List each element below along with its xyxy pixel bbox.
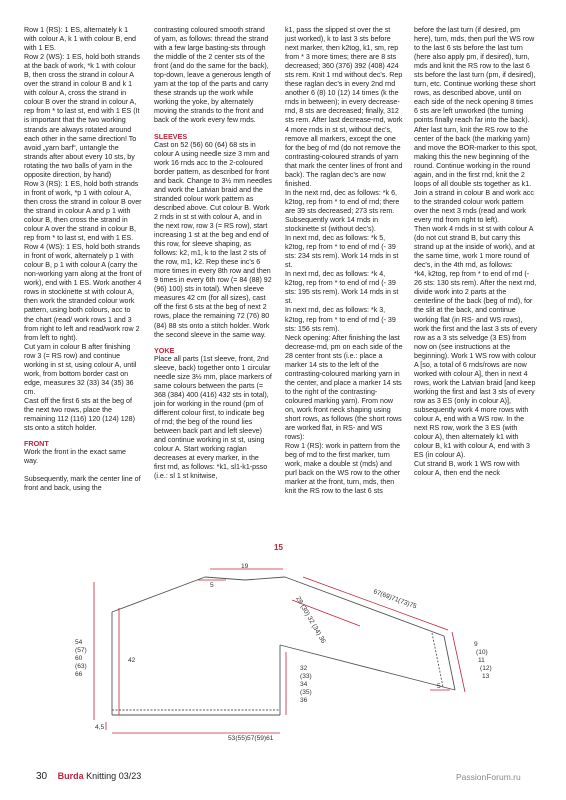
label-raglan-left: 28 (30) 32 (34) 36 bbox=[294, 595, 327, 645]
label-body-height bbox=[75, 639, 87, 678]
svg-text:(35): (35) bbox=[300, 689, 312, 696]
column-3 bbox=[285, 26, 403, 496]
paragraph: Subsequently work 14 rnds in stockinette st (without dec's). bbox=[285, 215, 381, 234]
svg-text:60: 60 bbox=[75, 655, 83, 662]
magazine-issue: Knitting 03/23 bbox=[86, 771, 142, 781]
watermark: PassionForum.ru bbox=[456, 772, 521, 782]
schematic-diagram bbox=[0, 550, 566, 765]
svg-text:11: 11 bbox=[478, 657, 485, 664]
svg-text:32: 32 bbox=[300, 665, 308, 672]
paragraph: Row 4 (WS): 1 ES, hold both strands in front of work, alternately p 1 with colour B, p 1 with colour A (carry the non-working yarn along at the front of work), end with 1 ES. Work another 4 rows in stockinette st with colour A, then work the stranded colour work pattern, using both colours, acc to the chart (read/ work rows 1 and 3 from right to left and read/work row 2 from left to right). bbox=[24, 243, 144, 342]
paragraph: Neck opening: After finishing the last decrease-rnd, pm on each side of the 28 center front sts (i.e.: place a marker 14 sts to the left of the contrasting-coloured marking yarn in the center, and place a marker 14 sts to the right of the contrasting-coloured marking yarn). From now on, work front neck shaping using short rows, as follows (the short rows are worked flat, in RS- and WS rows): bbox=[285, 333, 405, 442]
section-heading-yoke: YOKE bbox=[154, 345, 175, 355]
svg-text:(10): (10) bbox=[476, 649, 488, 656]
paragraph: Subsequently, mark the center line of front and back, using the bbox=[24, 475, 143, 493]
label-raglan-right: 67(69)71(73)75 bbox=[372, 588, 418, 611]
svg-text:(12): (12) bbox=[480, 665, 492, 672]
label-cuff-width bbox=[474, 641, 492, 680]
label-hem-depth: 4,5 bbox=[95, 724, 105, 731]
paragraph: Row 1 (RS): work in pattern from the beg of rnd to the first marker, turn work, make a double st (mds) and purl back on the WS row to the other marker at the front, turn, mds, then knit the RS row to the last 6 sts bbox=[285, 442, 403, 496]
label-cuff-depth: 5 bbox=[437, 683, 441, 690]
svg-text:9: 9 bbox=[474, 641, 478, 648]
paragraph: In next rnd, dec as follows: *k 3, k2tog, rep from * to end of rnd (- 39 sts: 156 sts rem). bbox=[285, 306, 398, 333]
sleeve-cuff bbox=[444, 636, 455, 690]
paragraph: In next rnd, dec as follows: *k 4, k2tog, rep from * to end of rnd (- 39 sts: 195 sts rem). Work 14 rnds in st st. bbox=[285, 270, 401, 306]
svg-text:34: 34 bbox=[300, 681, 308, 688]
pattern-marker: 15 bbox=[274, 543, 283, 552]
paragraph: *k4, k2tog, rep from * to end of rnd (- 26 sts: 130 sts rem). After the next rnd, divide work into 2 parts at the centerline of the back (beg of rnd), for the slit at the back, and continue working flat (in RS- and WS rows), work the first and the last 3 sts of every row as a 3 sts selvedge (3 ES) from now on (see instructions at the beginning). Work 1 WS row with colour A [so, a total of 6 rnds/rows are now worked with colour A], then in next 4 rows, work the Latvian braid [and keep working the first and last 3 sts of every row as 3 ES (only in colour A)], subsequently work 4 more rows with colour A, end with a WS row. In the next RS row, work the 3 ES (with colour A), then alternately k1 with colour B, k1 with colour A, end with 3 ES (in colour A). bbox=[414, 270, 539, 460]
section-heading-sleeves: SLEEVES bbox=[154, 131, 188, 141]
dim-raglan-right bbox=[303, 577, 448, 630]
svg-text:13: 13 bbox=[482, 673, 490, 680]
paragraph: Cut yarn in colour B after finishing row 3 (= RS row) and continue working in st st, using colour A, until work, from bottom border cast on edge, measures 32 (33) 34 (35) 36 cm. bbox=[24, 342, 139, 396]
paragraph: k1, pass the slipped st over the st just worked), k to last 3 sts before next marker, then k2tog, k1, sm, rep from * 3 more times; there are 8 sts decreased; 360 (376) 392 (408) 424 sts rem. Knit 1 rnd without dec's. Rep these raglan dec's in every 2nd rnd another 6 (8) 10 (12) 14 times (k the rnds in between); in every decrease-rnd, 8 sts are decreased; finally, 312 sts rem. After last decrease-rnd, work 4 more rnds in st st, without dec's, remove all markers, except the one for the beg of rnd (do not remove the contrasting-coloured strands of yarn that mark the center lines of front and back). The raglan dec's are now finished. bbox=[285, 26, 405, 188]
paragraph: Cast on 52 (56) 60 (64) 68 sts in colour A using needle size 3 mm and work 16 rnds acc to the 2-coloured border pattern, as described for front and back. Change to 3½ mm needles and work the Latvian braid and the stranded colour work pattern as described above. Cut colour B. Work 2 rnds in st st with colour A, and in the next row, row 3 (= RS row), start increasing 1 st at the beg and end of this row, for sleeve shaping, as follows: k2, m1, k to the last 2 sts of the row, m1, k2. Rep these inc's 6 more times in every 8th row and then 9 times in every 6th row (= 84 (88) 92 (96) 100) sts in total). When sleeve measures 42 cm (for all sizes), cast off the first 6 sts at the beg of next 2 rows, place the remaining 72 (76) 80 (84) 88 sts onto a stitch holder. Work the second sleeve in the same way. bbox=[154, 140, 274, 339]
paragraph: Place all parts (1st sleeve, front, 2nd sleeve, back) together onto 1 circular needle size 3½ mm, place markers of same colours between the parts (= 368 (384) 400 (416) 432 sts in total), join for working in the round (pm of different colour first, to indicate beg of rnd; the beg of the round lies between back part and left sleeve) and continue working in st st, using colour A. Start working raglan decreases at every marker, in the first rnd, as follows: *k1, sl1-k1-psso (i.e.: sl 1 st knitwise, bbox=[154, 354, 274, 481]
paragraph: Row 1 (RS): 1 ES, alternately k 1 with colour A, k 1 with colour B, end with 1 ES. bbox=[24, 26, 138, 53]
section-heading-front: FRONT bbox=[24, 439, 49, 449]
column-1 bbox=[24, 26, 142, 493]
column-2 bbox=[154, 26, 272, 481]
svg-text:(63): (63) bbox=[75, 663, 87, 670]
svg-text:36: 36 bbox=[300, 697, 308, 704]
label-neck-width: 19 bbox=[241, 563, 249, 570]
paragraph: Cast off the first 6 sts at the beg of the next two rows, place the remaining 112 (116) 120 (124) 128) sts onto a stitch holder. bbox=[24, 396, 137, 433]
svg-text:66: 66 bbox=[75, 671, 83, 678]
label-body-length: 42 bbox=[128, 657, 136, 664]
svg-text:(33): (33) bbox=[300, 673, 312, 680]
paragraph: Work the front in the exact same way. bbox=[24, 448, 128, 466]
label-hem-width: 53(55)57(59)61 bbox=[228, 735, 274, 742]
svg-text:54: 54 bbox=[75, 639, 83, 646]
paragraph: Cut strand B, work 1 WS row with colour A, then end the neck bbox=[414, 460, 522, 478]
column-4 bbox=[414, 26, 538, 478]
label-neck-depth: 5 bbox=[210, 582, 214, 589]
page-number: 30 bbox=[36, 771, 48, 782]
paragraph: contrasting coloured smooth strand of yarn, as follows: thread the strand with a few large basting-sts through the middle of the 2 center sts of the front (and do the same for the back), top-down, leave a generous length of yarn at the top of the parts and carry these strands up the work while working the yoke, by alternately moving the strands to the front and back of the work every few rnds. bbox=[154, 26, 273, 125]
neck-outline bbox=[205, 577, 285, 580]
paragraph: In the next rnd, dec as follows: *k 6, k2tog, rep from * to end of rnd; there are 39 sts decreased; 273 sts rem. bbox=[285, 188, 402, 215]
cuff-rib bbox=[432, 633, 443, 687]
paragraph: In next rnd, dec as follows: *k 5, k2tog, rep from * to end of rnd (- 39 sts: 234 sts rem). Work 14 rnds in st st. bbox=[285, 234, 401, 270]
paragraph: After last turn, knit the RS row to the center of the back (the marking yarn) and move the BOR-marker to this spot, making this the new beginning of the round. Continue working in the round again, and in the first rnd, knit the 2 loops of all double sts together as k1. Join a strand in colour B and work acc to the stranded colour work pattern over the next 3 rnds (read and work every rnd from right to left). bbox=[414, 125, 539, 224]
label-sleeve-length bbox=[300, 665, 312, 704]
paragraph: Row 2 (WS): 1 ES, hold both strands at the back of work, *k 1 with colour B, then cross the strand in colour A over the strand in colour B and k 1 with colour A, cross the strand in colour B over the strand in colour A, rep from * to last st, end with 1 ES (It is important that the two working strands are always rotated around each other in the same direction! To avoid „yarn barf“, untangle the strands after about every 10 sts, by rotating the two balls of yarn in the opposite direction, by hand) bbox=[24, 53, 142, 179]
left-raglan-line bbox=[112, 577, 205, 612]
paragraph: Then work 4 rnds in st st with colour A (do not cut strand B, but carry this strand up at the inside of work), and at the same time, work 1 more round of dec's, in the 4th rnd, as follows: bbox=[414, 225, 537, 270]
brand-name: Burda bbox=[57, 771, 84, 781]
page-footer bbox=[36, 771, 141, 782]
paragraph: before the last turn (if desired, pm here), turn, mds, then purl the WS row to the last 6 sts before the last turn (here also apply pm, if desired), turn, mds and knit the RS row to the last 6 sts before the last turn (pm, if desired), turn, etc. Continue working these short rows, as described above, until on each side of the neck opening 8 times 6 sts are left unworked (the turning points finally reach far into the back). bbox=[414, 26, 538, 125]
svg-text:(57): (57) bbox=[75, 647, 87, 654]
paragraph: Row 3 (RS): 1 ES, hold both strands in front of work, *p 1 with colour A, then cross the strand in colour B over the strand in colour A and p 1 with colour B, then cross the strand in colour A over the strand in colour B, rep from * to last st, end with 1 ES. bbox=[24, 179, 144, 243]
